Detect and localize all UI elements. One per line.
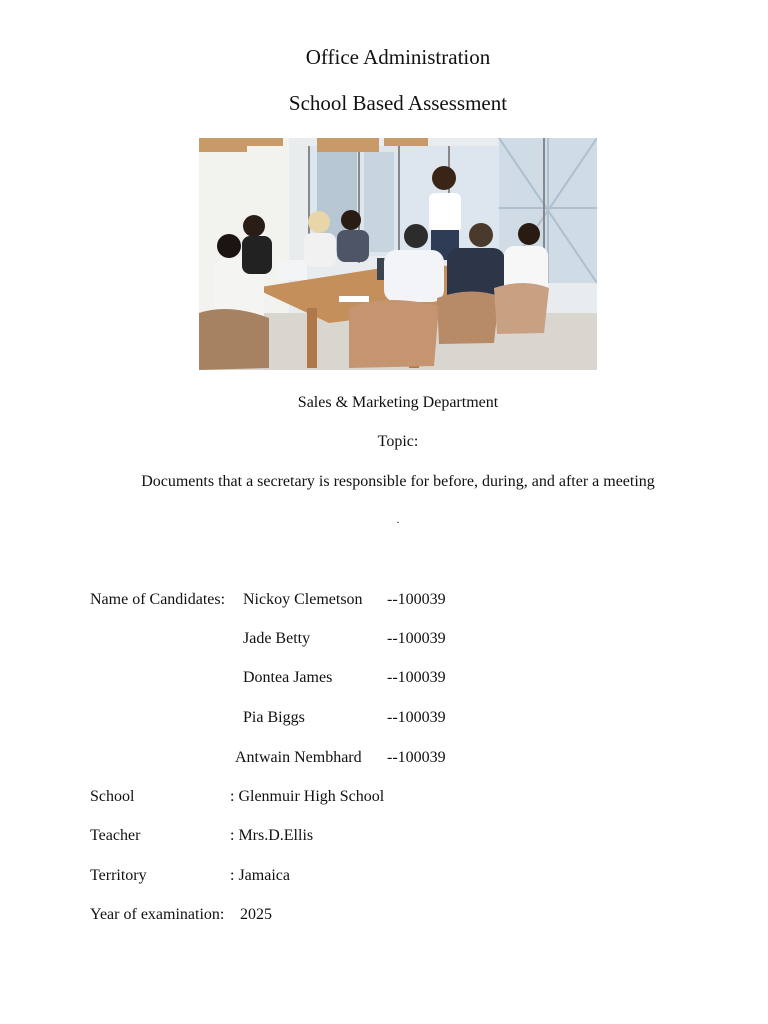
school-label: School — [90, 788, 135, 805]
department-label: Sales & Marketing Department — [297, 394, 499, 411]
topic-text: Documents that a secretary is responsible for before, during, and after a meeting — [141, 473, 655, 490]
meeting-photo — [199, 138, 597, 370]
school-value: : Glenmuir High School — [230, 788, 385, 805]
exam-year-label: Year of examination: — [90, 906, 225, 923]
candidate-id: --100039 — [387, 630, 446, 647]
document-title: Office Administration — [305, 45, 491, 69]
topic-label: Topic: — [377, 433, 419, 450]
stray-mark: . — [396, 512, 400, 526]
candidate-name: Dontea James — [243, 669, 333, 686]
candidate-id: --100039 — [387, 749, 446, 766]
exam-year-value: 2025 — [240, 906, 272, 923]
teacher-value: : Mrs.D.Ellis — [230, 827, 314, 844]
territory-value: : Jamaica — [230, 867, 290, 884]
candidate-name: Antwain Nembhard — [235, 749, 362, 766]
candidate-id: --100039 — [387, 591, 446, 608]
candidate-name: Nickoy Clemetson — [243, 591, 363, 608]
candidates-label: Name of Candidates: — [90, 591, 226, 608]
document-subtitle: School Based Assessment — [288, 91, 508, 115]
candidate-id: --100039 — [387, 709, 446, 726]
teacher-label: Teacher — [90, 827, 141, 844]
candidate-name: Pia Biggs — [243, 709, 305, 726]
candidate-id: --100039 — [387, 669, 446, 686]
territory-label: Territory — [90, 867, 147, 884]
candidate-name: Jade Betty — [243, 630, 311, 647]
